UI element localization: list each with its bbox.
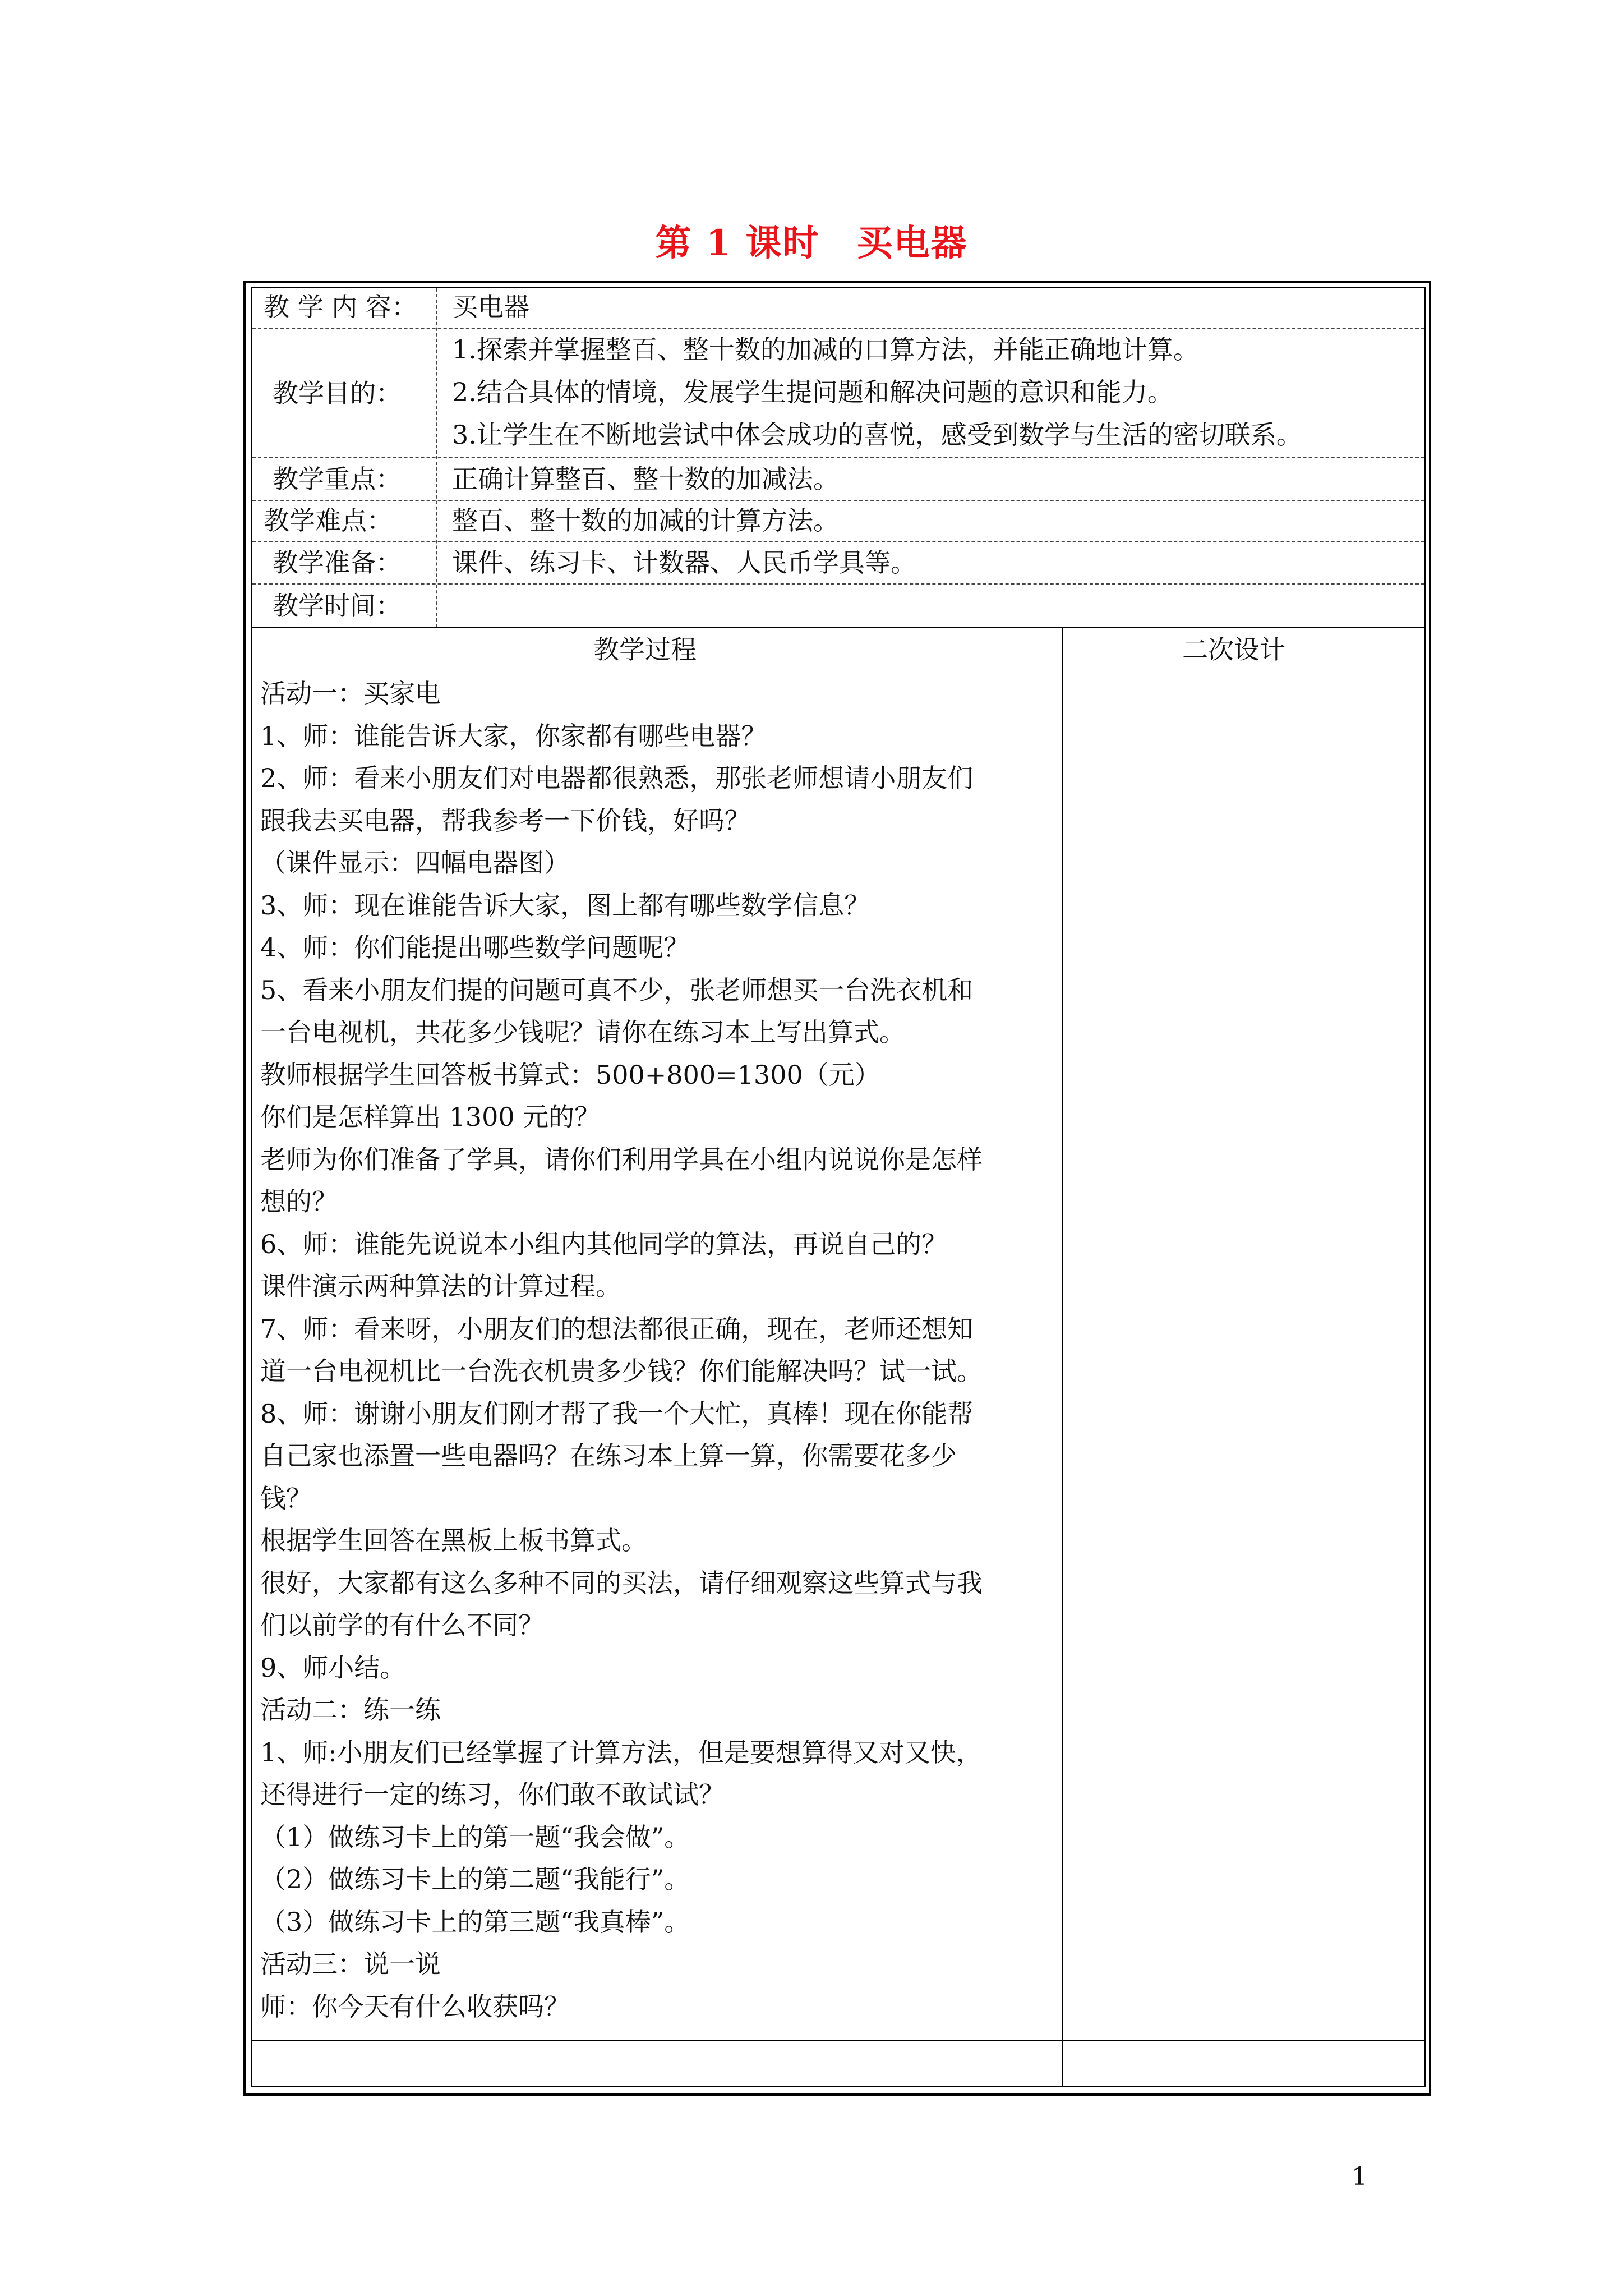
- process-column-divider: [1062, 627, 1063, 2086]
- process-line: （1）做练习卡上的第一题“我会做”。: [260, 1822, 690, 1852]
- process-line: 道一台电视机比一台洗衣机贵多少钱？你们能解决吗？试一试。: [260, 1356, 983, 1386]
- process-line: 1、师:小朋友们已经掌握了计算方法，但是要想算得又对又快，: [260, 1737, 982, 1768]
- page-title: 第 1 课时 买电器: [655, 222, 968, 264]
- process-line: （3）做练习卡上的第三题“我真棒”。: [260, 1907, 690, 1937]
- process-line: 一台电视机，共花多少钱呢？请你在练习本上写出算式。: [260, 1017, 905, 1047]
- process-line: 师：你今天有什么收获吗？: [260, 1991, 570, 2022]
- process-header: 教学过程: [593, 634, 697, 665]
- row-divider: [252, 2040, 1424, 2041]
- process-line: 8、师：谢谢小朋友们刚才帮了我一个大忙，真棒！现在你能帮: [260, 1398, 974, 1429]
- process-line: 3、师：现在谁能告诉大家，图上都有哪些数学信息？: [260, 890, 870, 921]
- process-line: 9、师小结。: [260, 1653, 406, 1683]
- page-number: 1: [1352, 2162, 1367, 2191]
- row-divider: [252, 541, 1424, 542]
- process-line: 还得进行一定的练习，你们敢不敢试试？: [260, 1779, 725, 1810]
- process-line: 钱？: [260, 1483, 312, 1513]
- process-line: 课件演示两种算法的计算过程。: [260, 1271, 621, 1301]
- process-line: 活动一：买家电: [260, 678, 441, 708]
- label-objectives: 教学目的：: [273, 378, 402, 408]
- label-key-points: 教学重点：: [273, 464, 402, 494]
- process-line: 你们是怎样算出 1300 元的？: [260, 1102, 601, 1132]
- process-line: 活动三：说一说: [260, 1949, 441, 1979]
- process-line: 2、师：看来小朋友们对电器都很熟悉，那张老师想请小朋友们: [260, 763, 974, 793]
- process-line: （课件显示：四幅电器图）: [260, 848, 570, 878]
- difficulties-value: 整百、整十数的加减的计算方法。: [452, 505, 839, 536]
- row-divider: [252, 457, 1424, 458]
- label-difficulties: 教学难点：: [264, 505, 393, 536]
- redesign-header: 二次设计: [1182, 634, 1285, 665]
- row-divider: [252, 627, 1424, 628]
- process-line: 很好，大家都有这么多种不同的买法，请仔细观察这些算式与我: [260, 1568, 983, 1598]
- process-line: （2）做练习卡上的第二题“我能行”。: [260, 1864, 690, 1894]
- process-line: 1、师：谁能告诉大家，你家都有哪些电器？: [260, 721, 767, 751]
- process-line: 6、师：谁能先说说本小组内其他同学的算法，再说自己的？: [260, 1229, 948, 1259]
- process-line: 5、看来小朋友们提的问题可真不少，张老师想买一台洗衣机和: [260, 975, 974, 1005]
- label-content: 教 学 内 容：: [264, 292, 417, 322]
- process-line: 老师为你们准备了学具，请你们利用学具在小组内说说你是怎样: [260, 1144, 983, 1175]
- preparation-value: 课件、练习卡、计数器、人民币学具等。: [452, 547, 916, 578]
- label-preparation: 教学准备：: [273, 547, 402, 578]
- process-line: 7、师：看来呀，小朋友们的想法都很正确，现在，老师还想知: [260, 1314, 974, 1344]
- row-divider: [252, 583, 1424, 585]
- process-line: 根据学生回答在黑板上板书算式。: [260, 1525, 647, 1556]
- row-divider: [252, 500, 1424, 501]
- process-line: 跟我去买电器，帮我参考一下价钱，好吗？: [260, 806, 750, 836]
- process-line: 想的？: [260, 1186, 338, 1217]
- objective-line: 1.探索并掌握整百、整十数的加减的口算方法，并能正确地计算。: [452, 334, 1199, 365]
- label-time: 教学时间：: [273, 591, 402, 621]
- objective-line: 2.结合具体的情境，发展学生提问题和解决问题的意识和能力。: [452, 377, 1173, 407]
- objective-line: 3.让学生在不断地尝试中体会成功的喜悦，感受到数学与生活的密切联系。: [452, 420, 1302, 450]
- process-line: 们以前学的有什么不同？: [260, 1610, 544, 1640]
- label-column-divider: [436, 288, 437, 627]
- process-line: 教师根据学生回答板书算式：500+800=1300（元）: [260, 1060, 880, 1090]
- key-points-value: 正确计算整百、整十数的加减法。: [452, 464, 839, 494]
- process-line: 4、师：你们能提出哪些数学问题呢？: [260, 932, 690, 963]
- row-divider: [252, 328, 1424, 329]
- content-value: 买电器: [452, 292, 529, 322]
- process-line: 活动二：练一练: [260, 1695, 441, 1725]
- process-line: 自己家也添置一些电器吗？在练习本上算一算，你需要花多少: [260, 1441, 957, 1471]
